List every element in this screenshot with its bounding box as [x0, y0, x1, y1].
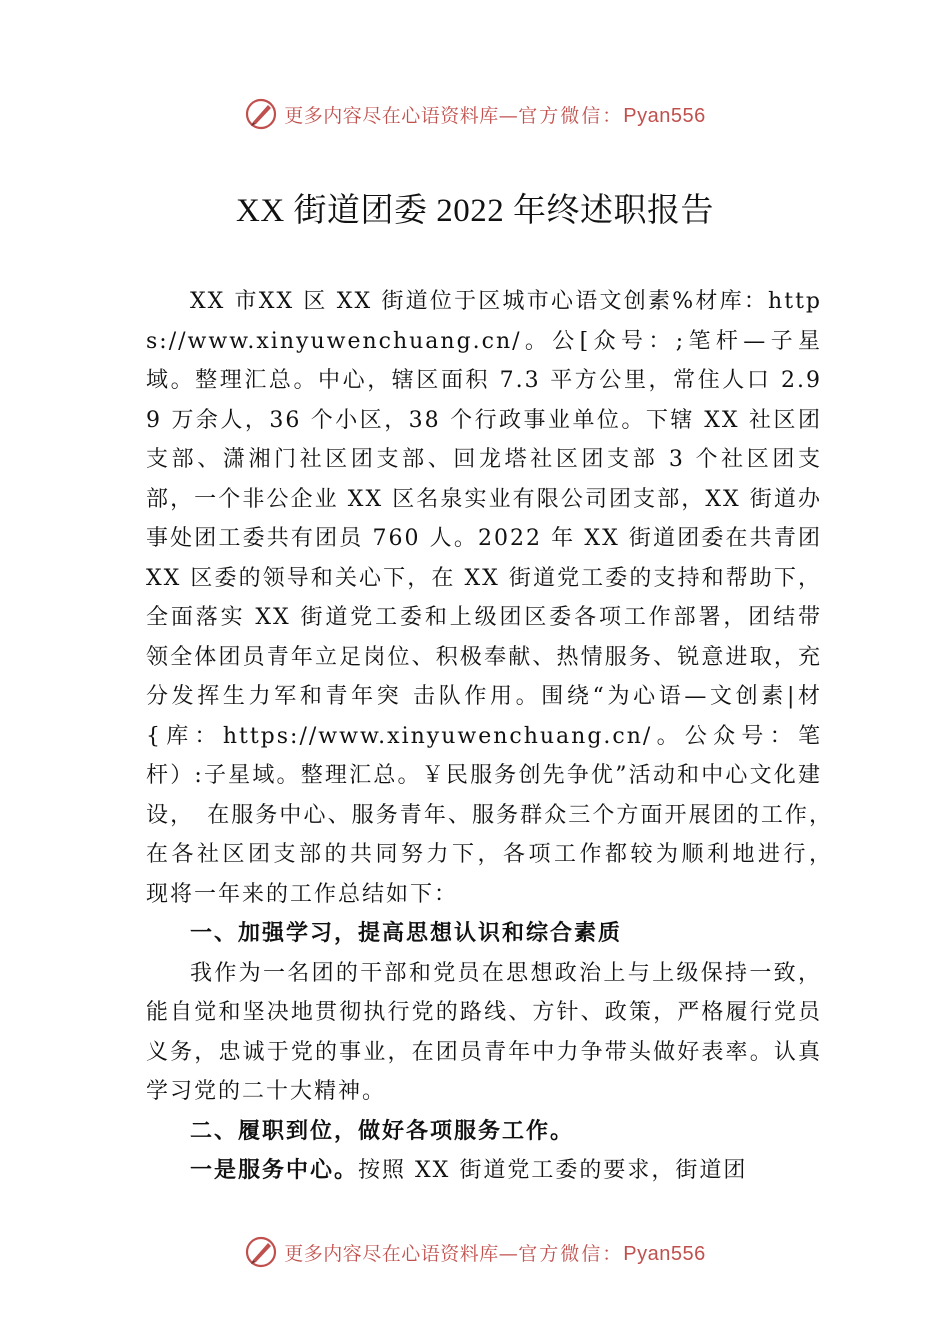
- banner-account: Pyan556: [623, 1242, 706, 1265]
- banner-separator: —: [498, 104, 519, 127]
- banner-wechat-label: 官方微信：: [518, 104, 624, 127]
- header-banner: [0, 94, 950, 134]
- banner-account: Pyan556: [623, 104, 706, 127]
- section-2-text: 按照 XX 街道党工委的要求，街道团: [358, 1158, 748, 1183]
- banner-text: [284, 101, 706, 128]
- document-body: [146, 282, 847, 1191]
- quill-pen-seal-icon: [244, 1235, 278, 1269]
- banner-prefix: 更多内容尽在心语资料库: [284, 104, 499, 127]
- banner-separator: —: [498, 1242, 519, 1265]
- section-2-heading: 二、履职到位，做好各项服务工作。: [190, 1118, 575, 1144]
- section-1-paragraph: 我作为一名团的干部和党员在思想政治上与上级保持一致，能自觉和坚决地贯彻执行党的路线、方针、政策，严格履行党员义务，忠诚于党的事业，在团员青年中力争带头做好表率。认真学习党的二十大精神。: [146, 960, 822, 1104]
- intro-paragraph: XX 市XX 区 XX 街道位于区城市心语文创素%材库：https://www.xinyuwenchuang.cn/。公[众号：;笔杆—子星域。整理汇总。中心，辖区面积 7.3 平方公里，常住人口 2.99 万余人，36 个小区，38 个行政事业单位。下辖 XX 社区团支部、潇湘门社区团支部、回龙塔社区团支部 3 个社区团支部，一个非公企业 XX 区名泉实业有限公司团支部，XX 街道办事处团工委共有团员 760 人。2022 年 XX 街道团委在共青团 XX 区委的领导和关心下，在 XX 街道党工委的支持和帮助下，全面落实 XX 街道党工委和上级团区委各项工作部署，团结带领全体团员青年立足岗位、积极奉献、热情服务、锐意进取，充分发挥生力军和青年突 击队作用。围绕“为心语—文创素|材{库：https://www.xinyuwenchuang.cn/。公众号：笔杆）:子星域。整理汇总。￥民服务创先争优”活动和中心文化建设， 在服务中心、服务青年、服务群众三个方面开展团的工作， 在各社区团支部的共同努力下，各项工作都较为顺利地进行， 现将一年来的工作总结如下：: [146, 289, 847, 907]
- document-title: XX 街道团委 2022 年终述职报告: [236, 193, 714, 229]
- footer-banner: [0, 1232, 950, 1272]
- banner-text: [284, 1239, 706, 1266]
- section-1-heading: 一、加强学习，提高思想认识和综合素质: [190, 921, 623, 946]
- section-2-paragraph: [146, 1151, 822, 1191]
- section-2-lead: 一是服务中心。: [190, 1158, 359, 1183]
- banner-prefix: 更多内容尽在心语资料库: [284, 1242, 499, 1265]
- banner-wechat-label: 官方微信：: [518, 1242, 624, 1265]
- quill-pen-seal-icon: [244, 97, 278, 131]
